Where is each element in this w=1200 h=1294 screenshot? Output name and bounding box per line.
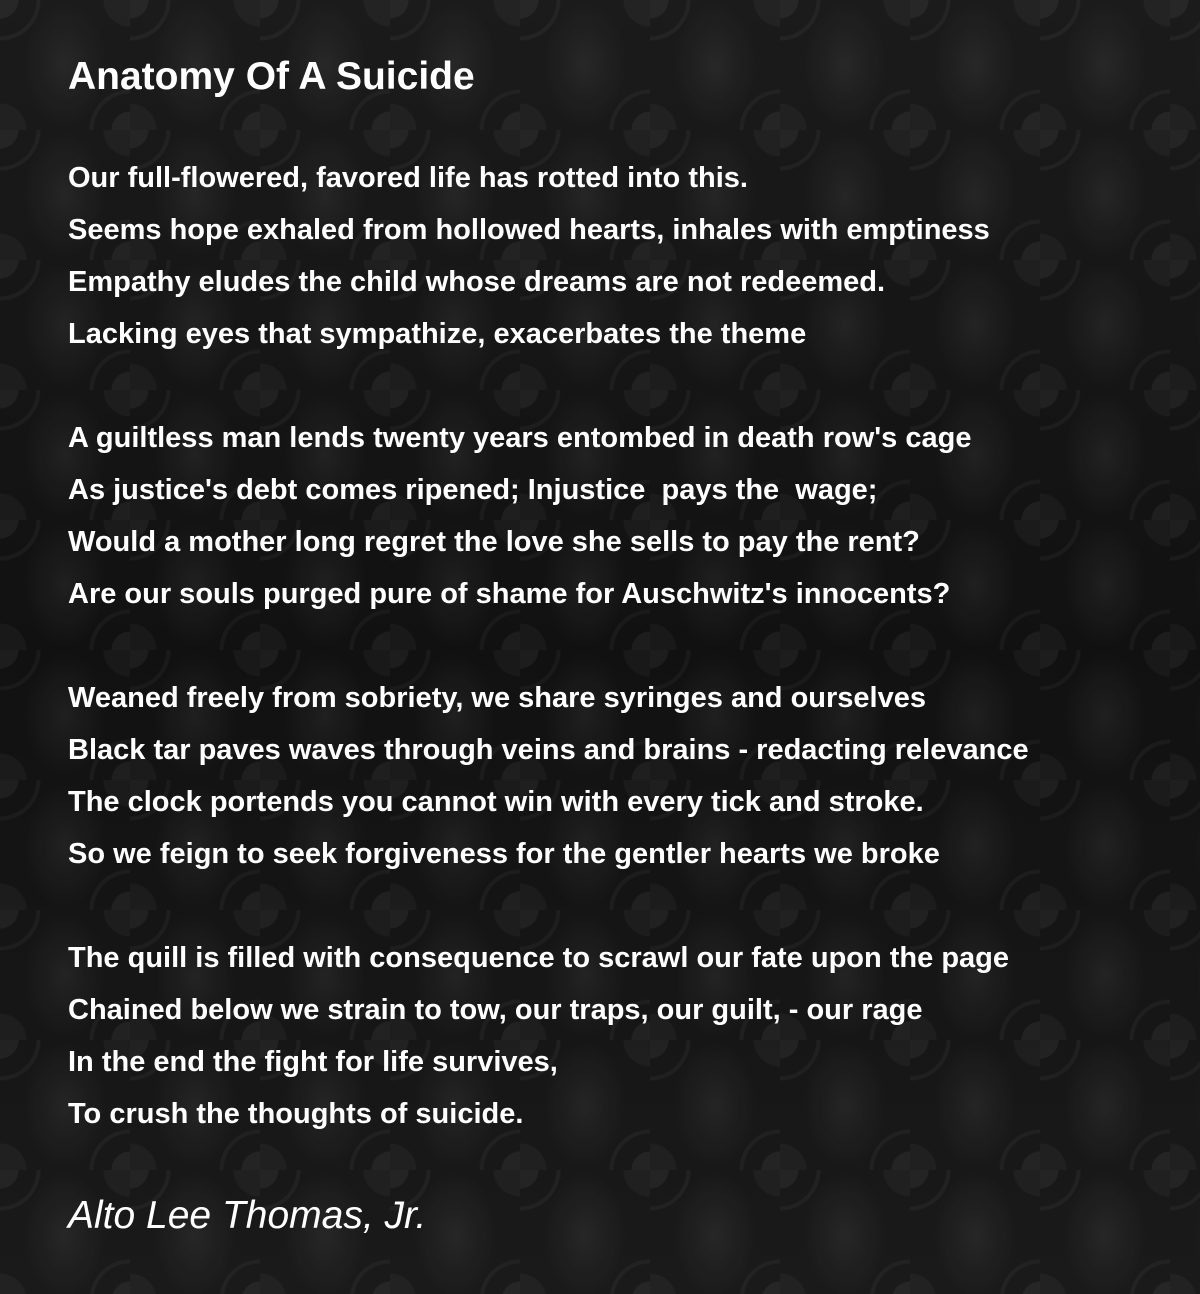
poem-line: Would a mother long regret the love she sells to pay the rent?: [68, 526, 920, 558]
poem-line: Our full-flowered, favored life has rotted into this.: [68, 162, 748, 194]
stanza-1: [68, 152, 1188, 360]
stanza-4: [68, 932, 1188, 1140]
poem-line: As justice's debt comes ripened; Injustice pays the wage;: [68, 474, 878, 506]
poem-line: Lacking eyes that sympathize, exacerbates the theme: [68, 318, 807, 350]
poem-title: Anatomy Of A Suicide: [68, 55, 475, 98]
poem-line: In the end the fight for life survives,: [68, 1046, 558, 1078]
stanza-3: [68, 672, 1188, 880]
poem-line: A guiltless man lends twenty years entombed in death row's cage: [68, 422, 972, 454]
poem-line: The clock portends you cannot win with every tick and stroke.: [68, 786, 924, 818]
stanza-2: [68, 412, 1188, 620]
poem-line: Are our souls purged pure of shame for Auschwitz's innocents?: [68, 578, 951, 610]
poem-line: Chained below we strain to tow, our traps, our guilt, - our rage: [68, 994, 923, 1026]
poem-line: So we feign to seek forgiveness for the gentler hearts we broke: [68, 838, 940, 870]
poem-author: Alto Lee Thomas, Jr.: [68, 1194, 427, 1237]
poem-line: Empathy eludes the child whose dreams are not redeemed.: [68, 266, 886, 298]
poem-body: [68, 152, 1188, 1192]
poem-line: The quill is filled with consequence to scrawl our fate upon the page: [68, 942, 1010, 974]
poem-line: Black tar paves waves through veins and brains - redacting relevance: [68, 734, 1029, 766]
poem-line: Seems hope exhaled from hollowed hearts, inhales with emptiness: [68, 214, 990, 246]
poem-line: To crush the thoughts of suicide.: [68, 1098, 524, 1130]
poem-line: Weaned freely from sobriety, we share syringes and ourselves: [68, 682, 926, 714]
